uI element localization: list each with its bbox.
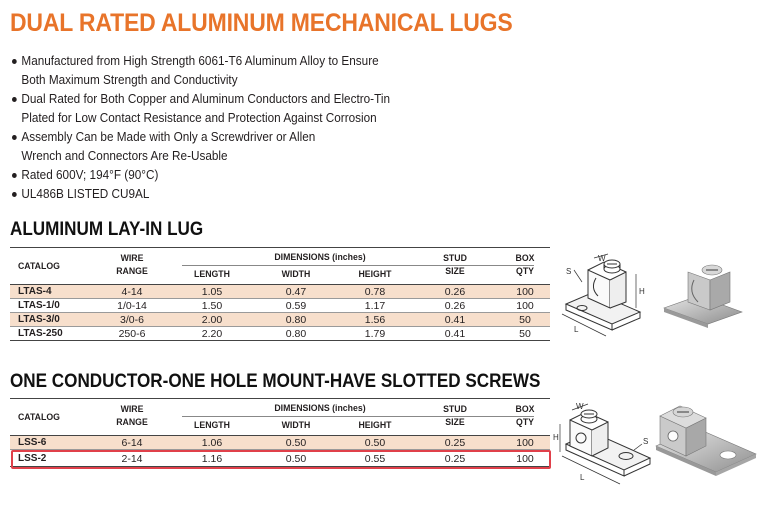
- lay-in-lug-diagram: [552, 252, 662, 342]
- header-catalog: CATALOG: [18, 261, 60, 272]
- header-wire: WIRE: [120, 253, 144, 264]
- header-size: SIZE: [445, 417, 465, 428]
- header-box: BOX: [515, 404, 535, 415]
- table-row: LSS-2 2-14 1.16 0.50 0.55 0.25 100: [10, 450, 550, 467]
- table-row: LTAS-1/0 1/0-14 1.50 0.59 1.17 0.26 100: [10, 299, 550, 313]
- highlight-box-lss-2: [11, 450, 551, 469]
- label-s: S: [643, 437, 649, 446]
- label-l: L: [574, 325, 579, 334]
- table-row: LTAS-4 4-14 1.05 0.47 0.78 0.26 100: [10, 285, 550, 299]
- header-qty: QTY: [516, 266, 534, 277]
- label-s: S: [566, 267, 572, 276]
- header-qty: QTY: [516, 417, 534, 428]
- label-l: L: [580, 473, 585, 482]
- section-title-slotted-screws: ONE CONDUCTOR-ONE HOLE MOUNT-HAVE SLOTTED SCREWS: [10, 371, 541, 392]
- label-w: W: [576, 402, 584, 411]
- header-dimensions: DIMENSIONS (inches): [274, 403, 366, 414]
- header-dimensions: DIMENSIONS (inches): [274, 252, 366, 263]
- header-height: HEIGHT: [358, 420, 392, 431]
- header-length: LENGTH: [194, 420, 230, 431]
- table-row: LTAS-250 250-6 2.20 0.80 1.79 0.41 50: [10, 327, 550, 341]
- feature-item: UL486B LISTED CU9AL: [12, 185, 390, 204]
- feature-item: Manufactured from High Strength 6061-T6 Aluminum Alloy to Ensure Both Maximum Strength and Conductivity: [12, 52, 390, 90]
- one-hole-lug-diagram: [552, 400, 662, 490]
- feature-list: [12, 52, 414, 204]
- lay-in-lug-photo: [660, 262, 752, 328]
- feature-item: Rated 600V; 194°F (90°C): [12, 166, 390, 185]
- header-wire: WIRE: [120, 404, 144, 415]
- header-length: LENGTH: [194, 269, 230, 280]
- label-w: W: [598, 254, 606, 263]
- table-row: LSS-6 6-14 1.06 0.50 0.50 0.25 100: [10, 436, 550, 450]
- header-size: SIZE: [445, 266, 465, 277]
- page-title: DUAL RATED ALUMINUM MECHANICAL LUGS: [10, 9, 513, 37]
- header-catalog: CATALOG: [18, 412, 60, 423]
- header-box: BOX: [515, 253, 535, 264]
- header-divider: [182, 416, 534, 417]
- header-divider: [182, 265, 534, 266]
- label-h: H: [553, 433, 559, 442]
- table-row: LTAS-3/0 3/0-6 2.00 0.80 1.56 0.41 50: [10, 313, 550, 327]
- header-range: RANGE: [116, 417, 148, 428]
- table-header: [10, 247, 550, 285]
- header-stud: STUD: [443, 253, 467, 264]
- header-width: WIDTH: [281, 420, 311, 431]
- table-header: [10, 398, 550, 436]
- header-range: RANGE: [116, 266, 148, 277]
- one-hole-lug-photo: [652, 402, 762, 480]
- header-stud: STUD: [443, 404, 467, 415]
- feature-item: Dual Rated for Both Copper and Aluminum Conductors and Electro-Tin Plated for Low Contact Resistance and Protection Against Corrosion: [12, 90, 390, 128]
- feature-item: Assembly Can be Made with Only a Screwdriver or Allen Wrench and Connectors Are Re-Usable: [12, 128, 390, 166]
- header-height: HEIGHT: [358, 269, 392, 280]
- label-h: H: [639, 287, 645, 296]
- header-width: WIDTH: [281, 269, 311, 280]
- section-title-lay-in-lug: ALUMINUM LAY-IN LUG: [10, 219, 204, 240]
- lay-in-lug-table: [10, 247, 550, 341]
